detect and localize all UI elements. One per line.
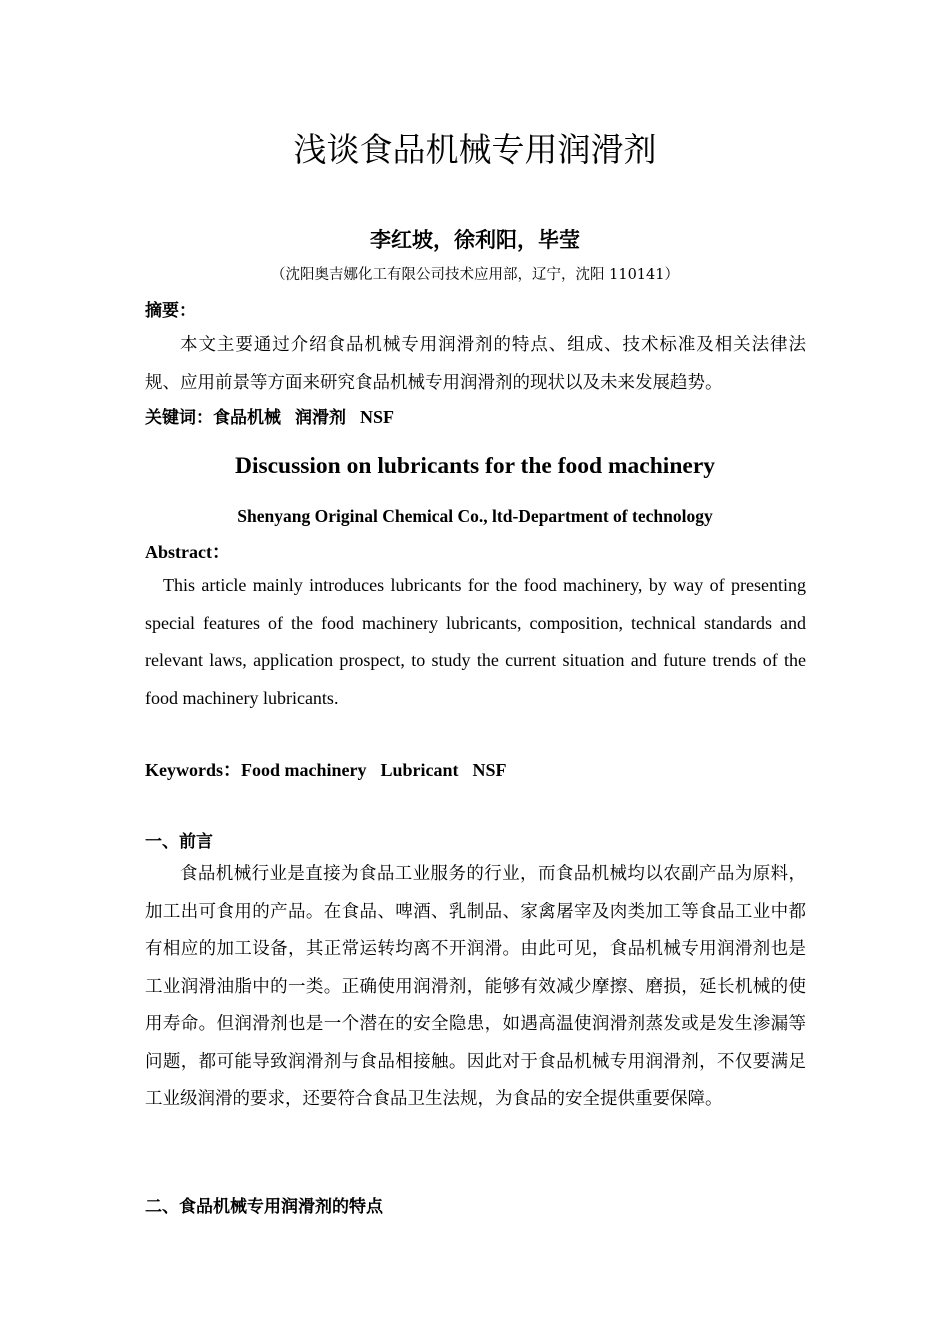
- paper-affiliation-en: Shenyang Original Chemical Co., ltd-Department of technology: [237, 506, 713, 526]
- abstract-cn-text: 本文主要通过介绍食品机械专用润滑剂的特点、组成、技术标准及相关法律法规、应用前景等方面来研究食品机械专用润滑剂的现状以及未来发展趋势。: [145, 335, 806, 393]
- keywords-cn: [145, 403, 394, 432]
- paper-title-en: Discussion on lubricants for the food machinery: [234, 453, 716, 479]
- paper-affiliation: （沈阳奥吉娜化工有限公司技术应用部，辽宁，沈阳 110141）: [271, 267, 679, 283]
- abstract-cn-label: 摘要：: [145, 301, 196, 321]
- section-body: 食品机械行业是直接为食品工业服务的行业，而食品机械均以农副产品为原料，加工出可食用的产品。在食品、啤酒、乳制品、家禽屠宰及肉类加工等食品工业中都有相应的加工设备，其正常运转均离不开润滑。由此可见，食品机械专用润滑剂也是工业润滑油脂中的一类。正确使用润滑剂，能够有效减少摩擦、磨损，延长机械的使用寿命。但润滑剂也是一个潜在的安全隐患，如遇高温使润滑剂蒸发或是发生渗漏等问题，都可能导致润滑剂与食品相接触。因此对于食品机械专用润滑剂，不仅要满足工业级润滑的要求，还要符合食品卫生法规，为食品的安全提供重要保障。: [145, 864, 806, 1109]
- keywords-en-item: Food machinery: [241, 760, 367, 780]
- keywords-cn-item: NSF: [360, 407, 395, 427]
- keywords-cn-label: 关键词：: [145, 408, 213, 428]
- keywords-cn-item: 食品机械: [213, 408, 281, 428]
- section-heading: 二、食品机械专用润滑剂的特点: [145, 1197, 383, 1217]
- paper-authors: 李红坡，徐利阳，毕莹: [370, 228, 580, 252]
- abstract-en-label: Abstract：: [145, 542, 230, 562]
- paper-title-cn: 浅谈食品机械专用润滑剂: [293, 130, 657, 169]
- keywords-en: [145, 756, 507, 785]
- keywords-cn-item: 润滑剂: [295, 408, 346, 428]
- abstract-en-text: This article mainly introduces lubricants for the food machinery, by way of presenting special features of the food machinery lubricants, composition, technical standards and relevant laws, application prospect, to study the current situation and future trends of the food machinery lubricants.: [145, 575, 806, 708]
- keywords-en-item: Lubricant: [380, 760, 459, 780]
- section-heading: 一、前言: [145, 832, 213, 852]
- keywords-en-label: Keywords：: [145, 760, 241, 780]
- keywords-en-item: NSF: [472, 760, 507, 780]
